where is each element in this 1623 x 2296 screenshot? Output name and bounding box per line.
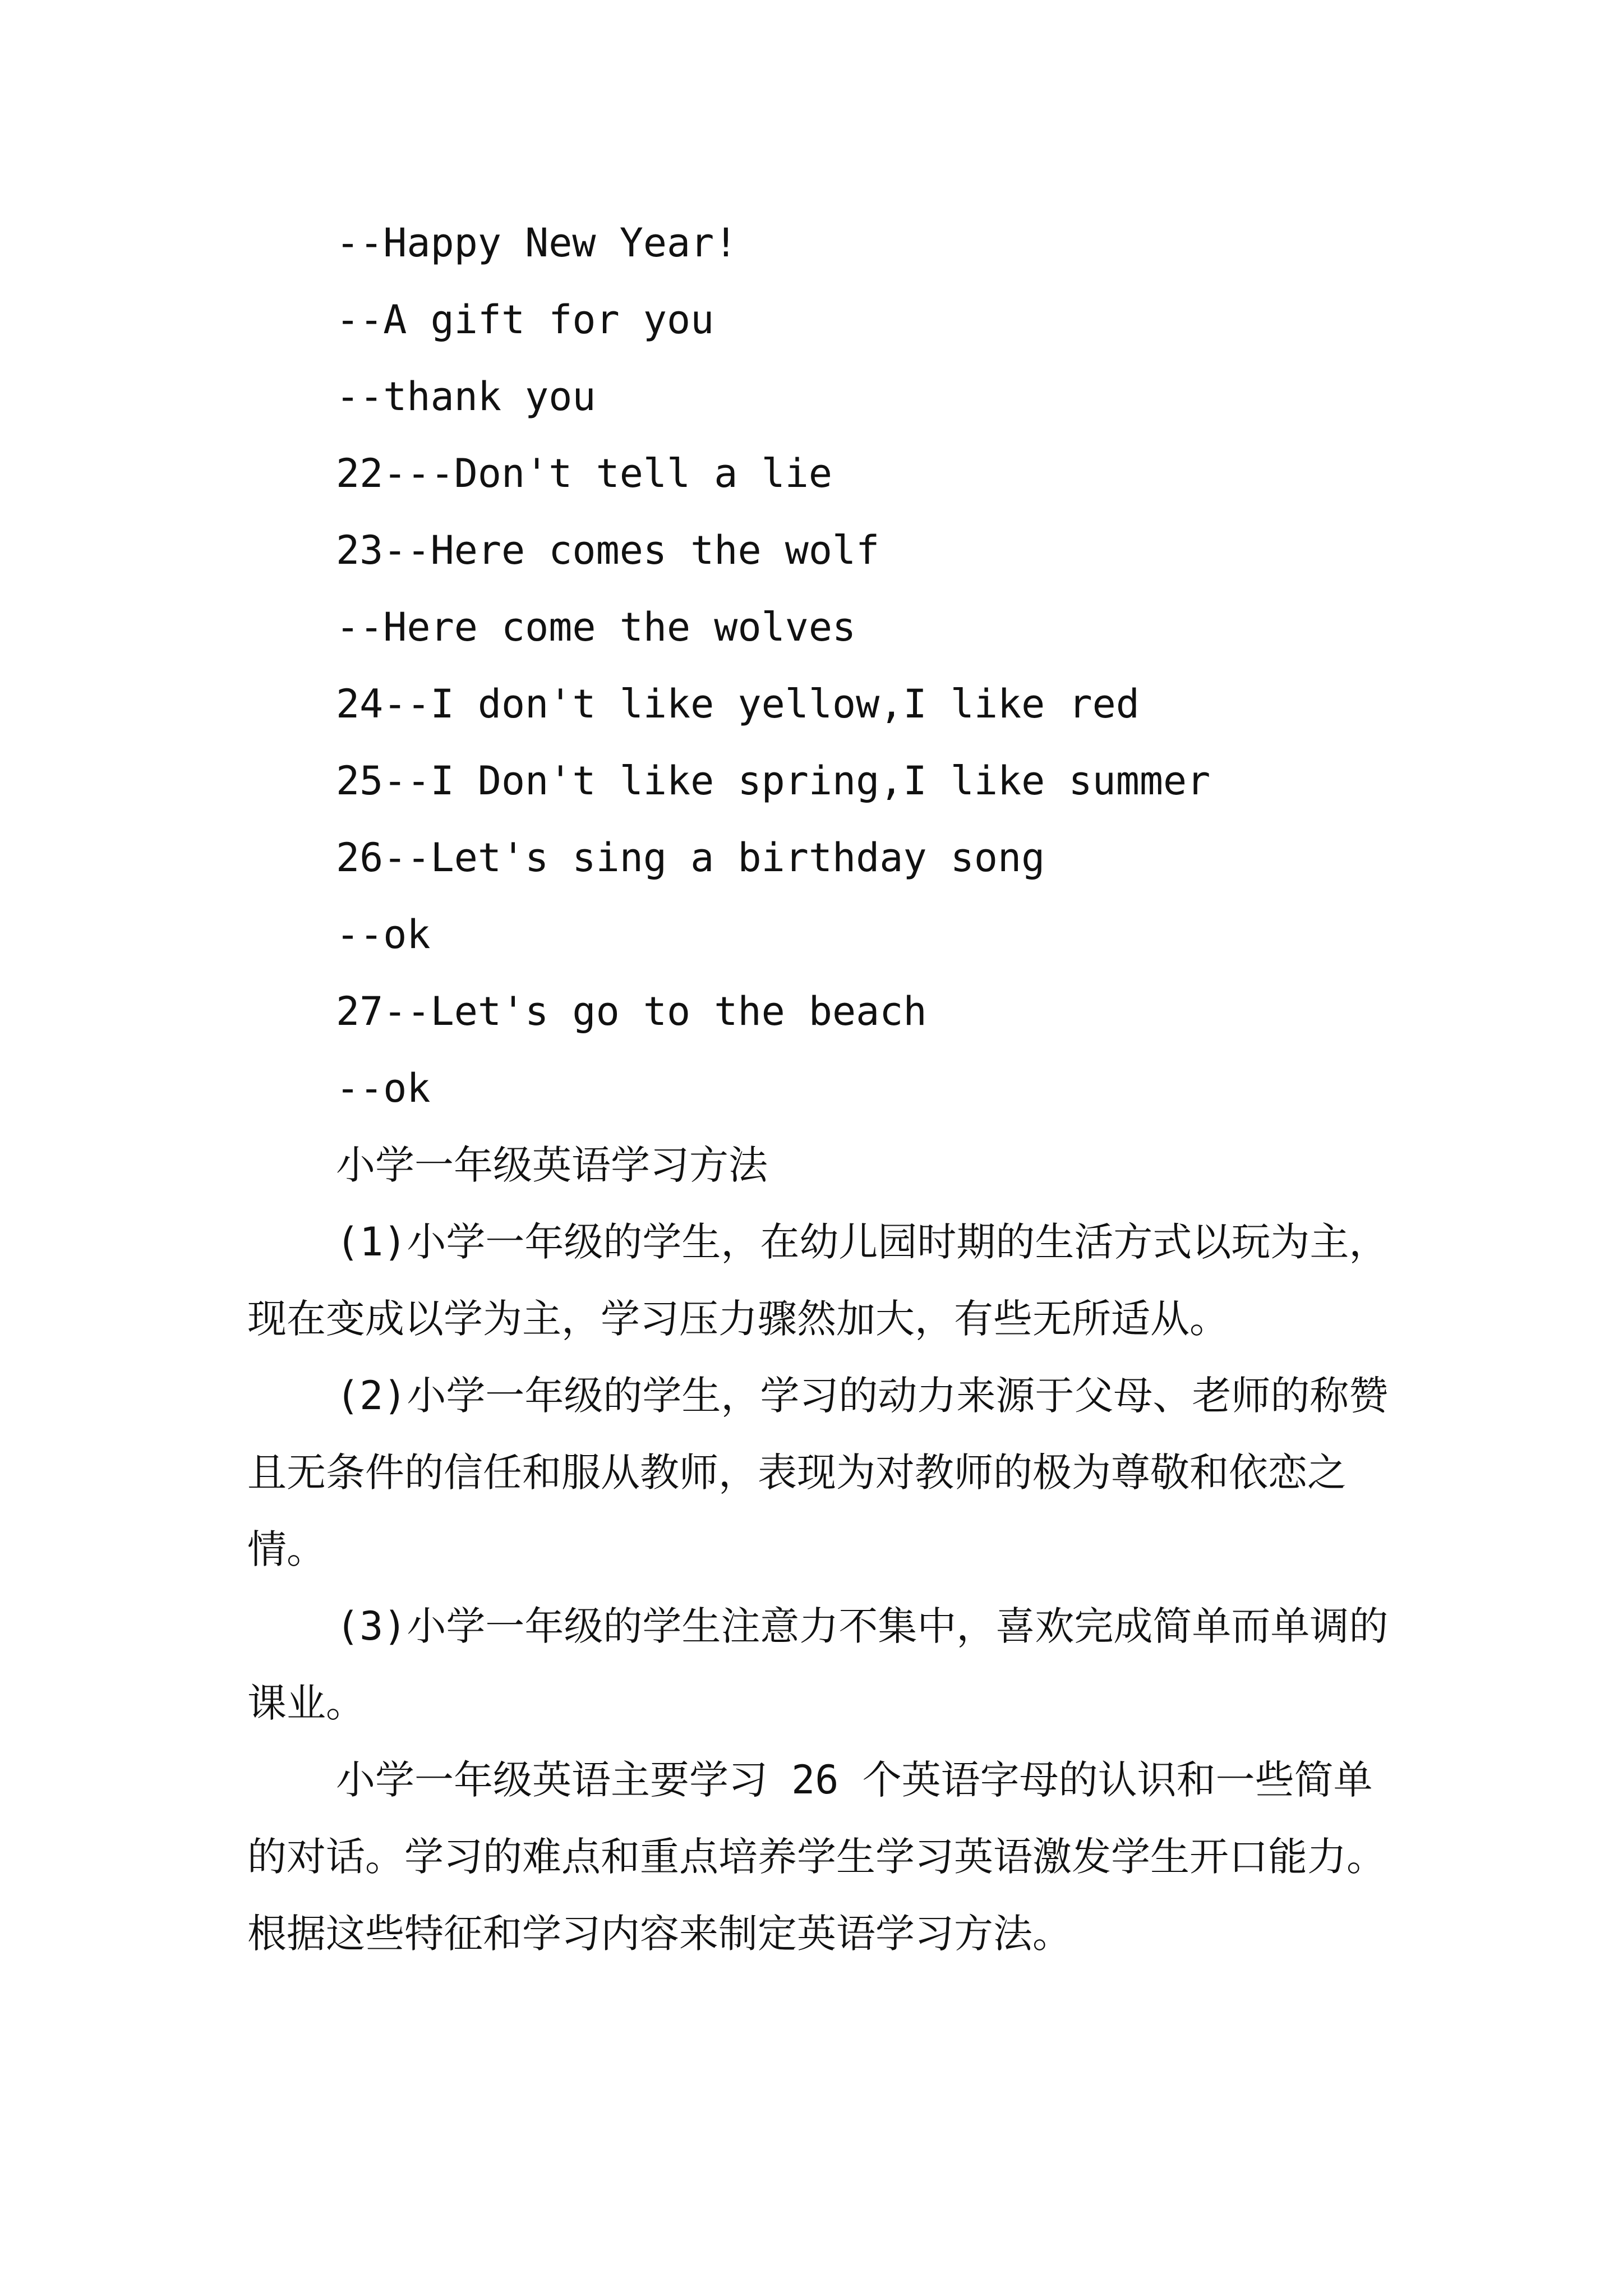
dialogue-line: 26--Let's sing a birthday song: [336, 835, 1045, 881]
page-content: [247, 205, 1400, 1972]
dialogue-line: --A gift for you: [336, 297, 714, 343]
paragraph: (1)小学一年级的学生，在幼儿园时期的生活方式以玩为主，现在变成以学为主，学习压力骤然加大，有些无所适从。: [247, 1219, 1389, 1342]
dialogue-line: --ok: [336, 912, 431, 958]
dialogue-line: 24--I don't like yellow,I like red: [336, 681, 1140, 727]
dialogue-line: 23--Here comes the wolf: [336, 527, 880, 573]
dialogue-line: 27--Let's go to the beach: [336, 988, 927, 1034]
paragraph: 小学一年级英语主要学习 26 个英语字母的认识和一些简单的对话。学习的难点和重点培养学生学习英语激发学生开口能力。根据这些特征和学习内容来制定英语学习方法。: [247, 1757, 1386, 1957]
dialogue-line: --Happy New Year!: [336, 220, 738, 266]
section-heading: 小学一年级英语学习方法: [336, 1142, 768, 1188]
paragraph: (3)小学一年级的学生注意力不集中，喜欢完成简单而单调的课业。: [247, 1603, 1389, 1726]
dialogue-line: --ok: [336, 1065, 431, 1111]
dialogue-line: --thank you: [336, 374, 596, 420]
dialogue-line: 22---Don't tell a lie: [336, 450, 833, 496]
paragraph: (2)小学一年级的学生，学习的动力来源于父母、老师的称赞且无条件的信任和服从教师，表现为对教师的极为尊敬和依恋之情。: [247, 1373, 1389, 1572]
dialogue-line: 25--I Don't like spring,I like summer: [336, 758, 1211, 804]
dialogue-line: --Here come the wolves: [336, 604, 856, 650]
